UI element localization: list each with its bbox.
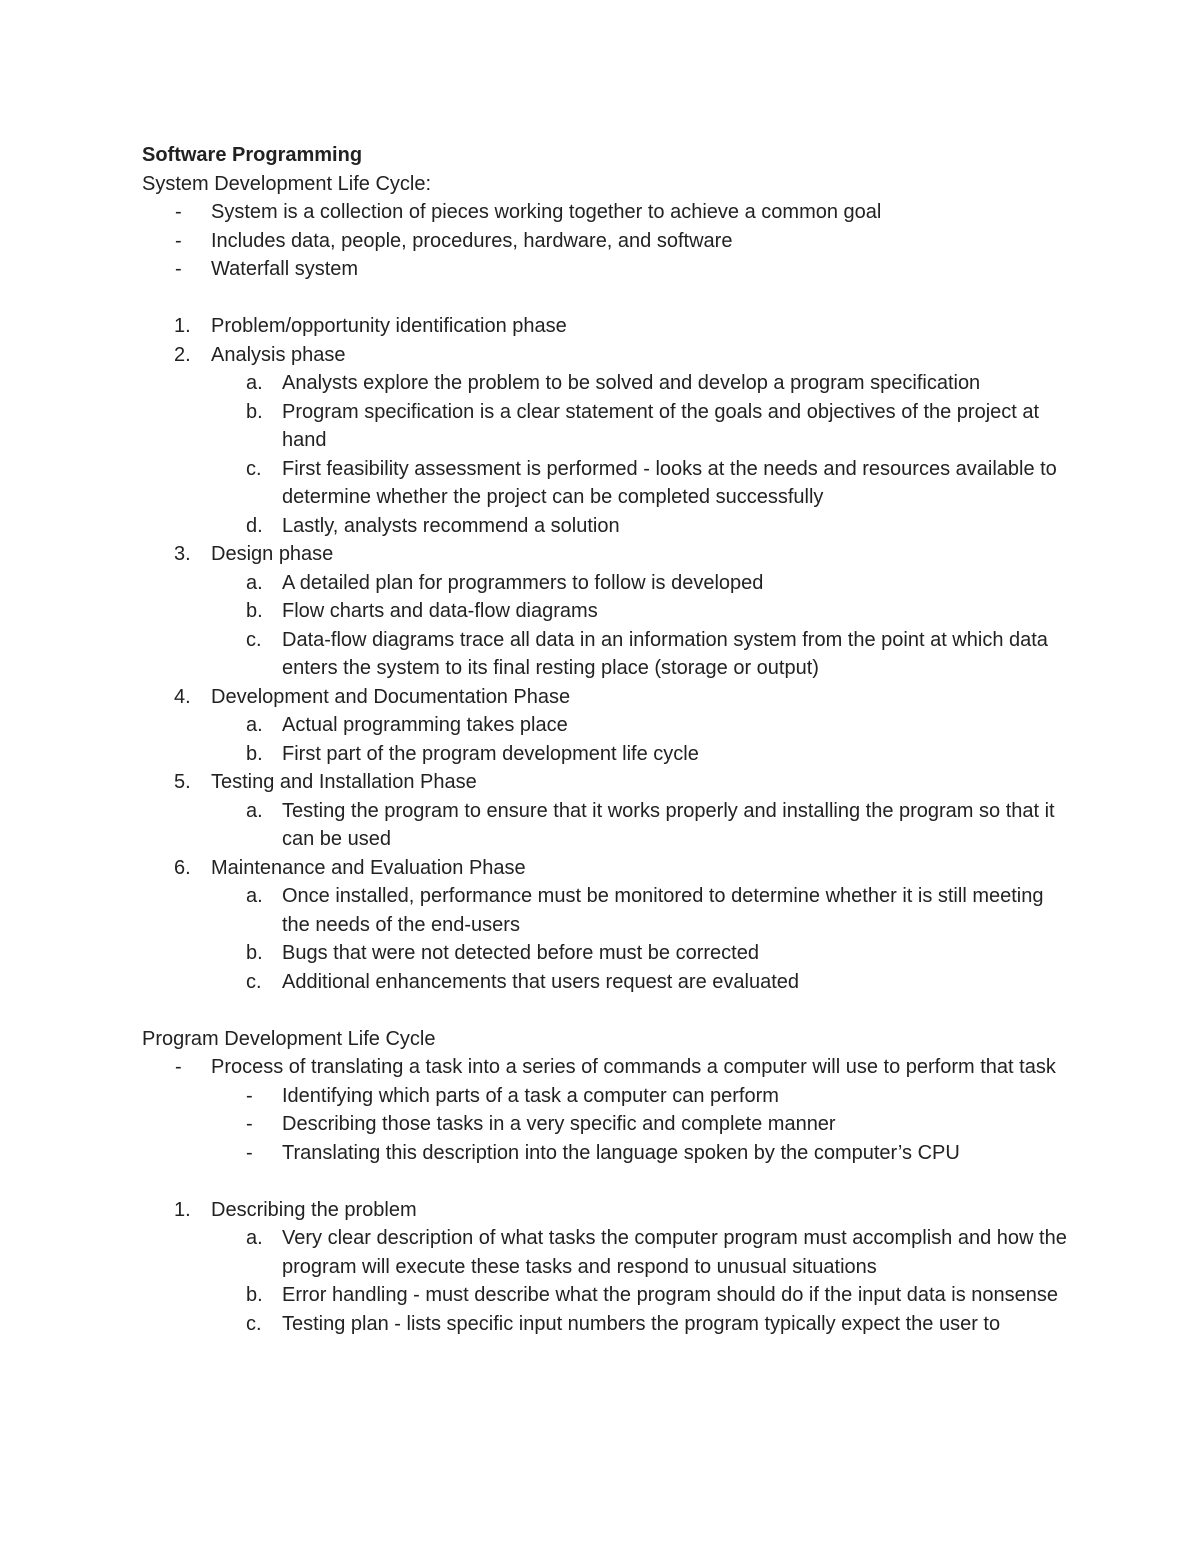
list-marker: -	[246, 1084, 253, 1107]
pdlc-bullet	[142, 1053, 1072, 1082]
pdlc-step-subitem	[142, 1281, 1072, 1310]
list-marker: -	[246, 1141, 253, 1164]
document-title: Software Programming	[142, 144, 363, 166]
spacer	[142, 284, 1072, 313]
list-marker: b.	[246, 600, 263, 622]
sdlc-bullet	[142, 255, 1072, 284]
list-marker: b.	[246, 942, 263, 964]
sdlc-phase-subitem-text: Lastly, analysts recommend a solution	[282, 514, 620, 537]
pdlc-step-subitem-text: Error handling - must describe what the program should do if the input data is nonsense	[282, 1284, 1058, 1306]
sdlc-phase-list	[142, 312, 1072, 996]
list-marker: a.	[246, 1227, 263, 1249]
sdlc-phase-subitem	[142, 711, 1072, 740]
sdlc-phase-subitem	[142, 569, 1072, 598]
pdlc-sub-bullet-text: Describing those tasks in a very specific and complete manner	[282, 1113, 836, 1135]
sdlc-phase	[142, 341, 1072, 370]
sdlc-phase-subitem-text: Data-flow diagrams trace all data in an information system from the point at which data enters the system to its final resting place (storage or output)	[282, 628, 1048, 679]
sdlc-phase-text: Testing and Installation Phase	[211, 771, 477, 793]
sdlc-phase-subitem-text: Testing the program to ensure that it works properly and installing the program so that it can be used	[282, 799, 1055, 850]
pdlc-bullet-text: Process of translating a task into a series of commands a computer will use to perform that task	[211, 1056, 1056, 1078]
pdlc-sub-bullet-text: Identifying which parts of a task a computer can perform	[282, 1084, 779, 1107]
list-marker: 5.	[174, 771, 191, 793]
sdlc-phase-subitem-text: Bugs that were not detected before must be corrected	[282, 942, 759, 964]
list-marker: 1.	[174, 1198, 191, 1221]
spacer	[142, 996, 1072, 1025]
pdlc-sub-bullet	[142, 1139, 1072, 1168]
sdlc-phase-text: Development and Documentation Phase	[211, 685, 571, 708]
sdlc-bullet	[142, 227, 1072, 256]
list-marker: -	[246, 1113, 253, 1135]
list-marker: 6.	[174, 856, 191, 879]
list-marker: a.	[246, 885, 263, 907]
pdlc-step-subitem	[142, 1224, 1072, 1281]
sdlc-phase-subitem-text: Program specification is a clear statement of the goals and objectives of the project at hand	[282, 400, 1040, 451]
pdlc-sub-bullet-list	[142, 1082, 1072, 1168]
pdlc-sub-bullet-text: Translating this description into the language spoken by the computer’s CPU	[282, 1141, 960, 1164]
sdlc-phase-text: Problem/opportunity identification phase	[211, 315, 567, 337]
spacer	[142, 1167, 1072, 1196]
list-marker: a.	[246, 714, 263, 736]
sdlc-phase-subitem	[142, 882, 1072, 939]
list-marker: c.	[246, 1312, 262, 1335]
list-marker: -	[175, 201, 182, 223]
sdlc-phase-subitem	[142, 626, 1072, 683]
pdlc-step-subitem-text: Very clear description of what tasks the computer program must accomplish and how the program will execute these tasks and respond to unusual situations	[282, 1227, 1067, 1278]
sdlc-phase	[142, 540, 1072, 569]
sdlc-phase-subitem	[142, 968, 1072, 997]
sdlc-phase	[142, 312, 1072, 341]
pdlc-sub-bullet	[142, 1082, 1072, 1111]
sdlc-phase	[142, 854, 1072, 883]
dash-bullet-marker: -	[175, 1056, 182, 1078]
sdlc-phase	[142, 683, 1072, 712]
sdlc-bullet	[142, 198, 1072, 227]
list-marker: b.	[246, 742, 263, 765]
sdlc-phase-subitem	[142, 597, 1072, 626]
list-marker: 1.	[174, 315, 191, 337]
sdlc-phase-subitem-text: Actual programming takes place	[282, 714, 568, 736]
list-marker: a.	[246, 571, 263, 594]
sdlc-phase-text: Design phase	[211, 543, 334, 565]
sdlc-phase-subitem	[142, 369, 1072, 398]
list-marker: a.	[246, 799, 263, 822]
list-marker: a.	[246, 372, 263, 394]
list-marker: b.	[246, 1284, 263, 1306]
sdlc-phase-subitem	[142, 797, 1072, 854]
sdlc-phase-text: Analysis phase	[211, 343, 346, 366]
list-marker: -	[175, 229, 182, 252]
pdlc-step-subitem	[142, 1310, 1072, 1339]
sdlc-phase-subitem-text: Analysts explore the problem to be solved and develop a program specification	[282, 372, 981, 394]
sdlc-phase-subitem-text: Once installed, performance must be monitored to determine whether it is still meeting the needs of the end-users	[282, 885, 1044, 936]
list-marker: -	[175, 258, 182, 280]
pdlc-step-subitem-text: Testing plan - lists specific input numbers the program typically expect the user to	[282, 1312, 1001, 1335]
list-marker: 3.	[174, 543, 191, 565]
sdlc-phase-subitem	[142, 939, 1072, 968]
document-body	[142, 141, 1072, 1338]
sdlc-bullet-list	[142, 198, 1072, 284]
sdlc-phase-subitem-text: First feasibility assessment is performed - looks at the needs and resources available to determine whether the project can be completed successfully	[282, 457, 1057, 508]
list-marker: c.	[246, 628, 262, 651]
sdlc-bullet-text: System is a collection of pieces working together to achieve a common goal	[211, 201, 882, 223]
sdlc-phase-subitem-text: First part of the program development life cycle	[282, 742, 699, 765]
sdlc-phase-subitem-text: A detailed plan for programmers to follow is developed	[282, 571, 764, 594]
sdlc-phase-subitem	[142, 512, 1072, 541]
pdlc-step	[142, 1196, 1072, 1225]
list-marker: 4.	[174, 685, 191, 708]
sdlc-phase-subitem-text: Flow charts and data-flow diagrams	[282, 600, 598, 622]
pdlc-heading: Program Development Life Cycle	[142, 1027, 436, 1050]
list-marker: c.	[246, 457, 262, 480]
sdlc-phase-subitem	[142, 398, 1072, 455]
list-marker: d.	[246, 514, 263, 537]
list-marker: 2.	[174, 343, 191, 366]
sdlc-phase	[142, 768, 1072, 797]
sdlc-bullet-text: Includes data, people, procedures, hardware, and software	[211, 229, 733, 252]
list-marker: b.	[246, 400, 263, 423]
sdlc-phase-subitem	[142, 455, 1072, 512]
pdlc-sub-bullet	[142, 1110, 1072, 1139]
sdlc-phase-subitem-text: Additional enhancements that users request are evaluated	[282, 970, 800, 993]
list-marker: c.	[246, 970, 262, 993]
sdlc-heading: System Development Life Cycle:	[142, 172, 432, 195]
pdlc-step-list	[142, 1196, 1072, 1339]
sdlc-bullet-text: Waterfall system	[211, 258, 359, 280]
pdlc-step-text: Describing the problem	[211, 1198, 417, 1221]
sdlc-phase-text: Maintenance and Evaluation Phase	[211, 856, 526, 879]
sdlc-phase-subitem	[142, 740, 1072, 769]
